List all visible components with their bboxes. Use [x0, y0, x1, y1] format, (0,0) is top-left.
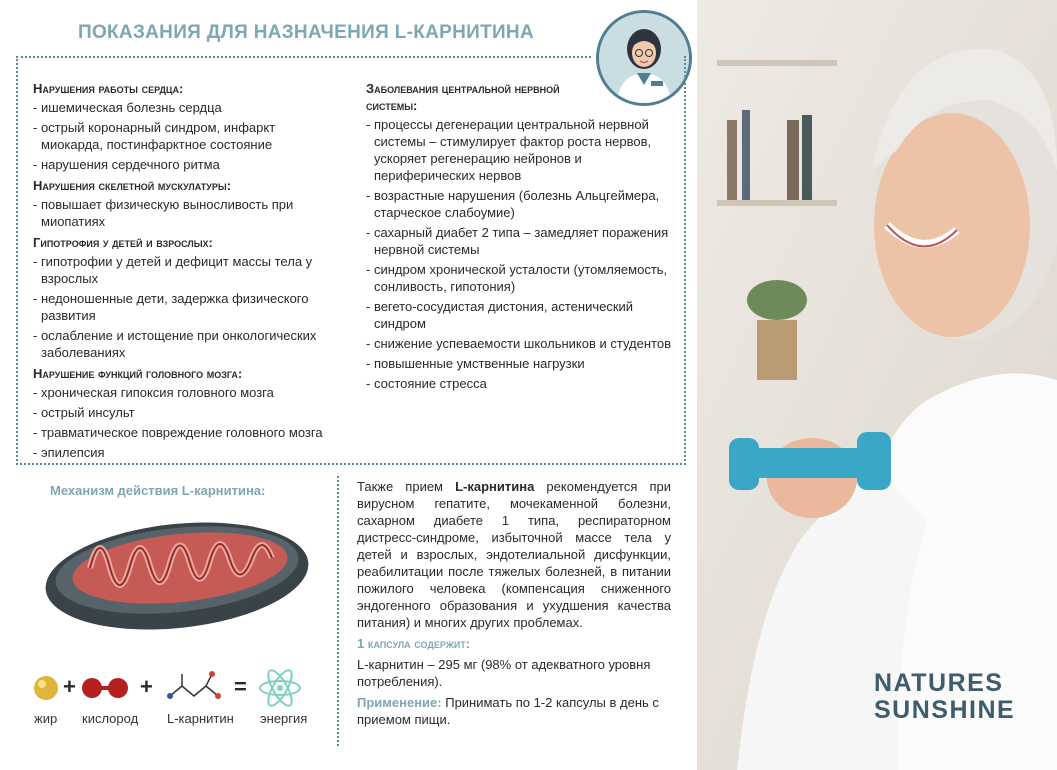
brand-line2: SUNSHINE: [874, 696, 1016, 724]
dose-text: L-карнитин – 295 мг (98% от адекватного уровня потребления).: [357, 657, 651, 689]
section-heading: Гипотрофия у детей и взрослых:: [33, 235, 213, 250]
list-item: - вегето-сосудистая дистония, астенический синдром: [366, 299, 634, 331]
list-item: - эпилепсия: [33, 445, 105, 460]
equals-sign: =: [234, 674, 247, 699]
section-brain: [33, 365, 338, 461]
mechanism-title: Механизм действия L-карнитина:: [50, 483, 266, 498]
label-energy: энергия: [260, 711, 308, 726]
indications-right-column: [366, 76, 671, 395]
list-item: - хроническая гипоксия головного мозга: [33, 385, 274, 400]
list-item: - травматическое повреждение головного мозга: [33, 425, 323, 440]
page-title: ПОКАЗАНИЯ ДЛЯ НАЗНАЧЕНИЯ L-КАРНИТИНА: [78, 22, 534, 43]
additional-indications-paragraph: [357, 478, 671, 631]
list-item: - состояние стресса: [366, 376, 487, 391]
section-heart: [33, 80, 338, 173]
label-fat: жир: [34, 711, 58, 726]
list-item: - ослабление и истощение при онкологических заболеваниях: [33, 328, 317, 360]
section-heading: Заболевания центральной нервной системы:: [366, 81, 560, 113]
mitochondrion-illustration: [40, 508, 315, 643]
list-item: - процессы дегенерации центральной нервной системы – стимулирует фактор роста нервов, ускоряет регенерацию нейронов и периферических нервов: [366, 117, 652, 183]
section-heading: Нарушения скелетной мускулатуры:: [33, 178, 232, 193]
list-item: - нарушения сердечного ритма: [33, 157, 220, 172]
list-item: - сахарный диабет 2 типа – замедляет поражения нервной системы: [366, 225, 669, 257]
section-heading: Нарушение функций головного мозга:: [33, 366, 243, 381]
capsule-heading: 1 капсула содержит:: [357, 636, 471, 651]
list-item: - ишемическая болезнь сердца: [33, 100, 222, 115]
paragraph-post: рекомендуется при вирусном гепатите, мочекаменной болезни, сахарном диабете 1 типа, респираторном дистресс-синдроме, избыточной массе тела у детей и взрослых, эндотелиальной дисфункции, реабилитации после тяжелых болезней, в питании пожилого человека (компенсация сниженного эндогенного образования и ухудшения качества питания) и многих других проблемах.: [357, 479, 671, 630]
usage-body: Принимать по 1-2 капсулы в день с приемом пищи.: [357, 695, 659, 727]
list-item: - повышенные умственные нагрузки: [366, 356, 585, 371]
hero-photo: [697, 0, 1057, 770]
list-item: - снижение успеваемости школьников и студентов: [366, 336, 671, 351]
usage-label: Применение:: [357, 695, 442, 710]
indications-left-column: [33, 76, 338, 464]
list-item: - синдром хронической усталости (утомляемость, сонливость, гипотония): [366, 262, 668, 294]
plus-sign-2: +: [140, 674, 153, 699]
usage-text: [357, 694, 671, 728]
vertical-divider: [337, 476, 339, 746]
paragraph-bold: L-карнитина: [455, 479, 535, 494]
section-muscles: [33, 177, 338, 230]
list-item: - острый коронарный синдром, инфаркт миокарда, постинфарктное состояние: [33, 120, 276, 152]
brand-logo: [874, 670, 1015, 724]
label-carnitine: L-карнитин: [167, 711, 234, 726]
list-item: - возрастные нарушения (болезнь Альцгеймера, старческое слабоумие): [366, 188, 660, 220]
list-item: - повышает физическую выносливость при миопатиях: [33, 197, 294, 229]
list-item: - гипотрофии у детей и дефицит массы тела у взрослых: [33, 254, 313, 286]
section-hypotrophy: [33, 234, 338, 361]
label-oxygen: кислород: [82, 711, 139, 726]
brand-line1: NATURES: [874, 669, 1004, 697]
paragraph-pre: Также прием: [357, 479, 456, 494]
section-heading: Нарушения работы сердца:: [33, 81, 184, 96]
list-item: - недоношенные дети, задержка физического развития: [33, 291, 309, 323]
list-item: - острый инсульт: [33, 405, 135, 420]
plus-sign-1: +: [63, 674, 76, 699]
